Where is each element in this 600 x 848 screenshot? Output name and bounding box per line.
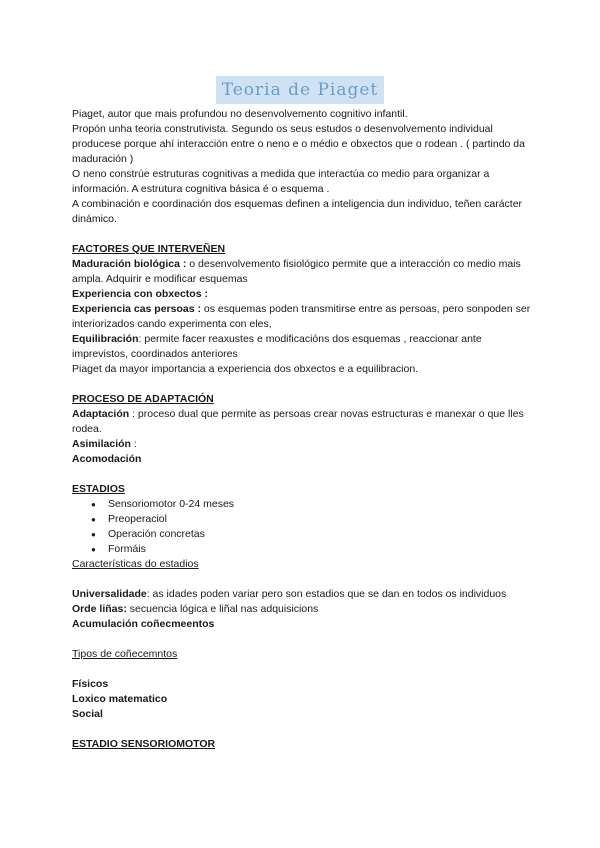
maduracion-line [72,257,532,287]
intro-paragraph-2: Propón unha teoria construtivista. Segundo os seus estudos o desenvolvemento individual producese porque ahí interacción entre o neno e o médio e obxectos que o rodean . ( partindo da maduración ) [72,123,525,165]
tipo-fisicos-label: Físicos [72,678,109,690]
tipos-subheading: Tipos de coñecemntos [72,648,178,660]
adaptacion-text: : proceso dual que permite as persoas crear novas estructuras e manexar o que lles rodea. [72,408,524,435]
orde-label: Orde liñas: [72,603,127,615]
list-item: ● Preoperaciol [108,512,532,527]
orde-line [72,602,532,617]
equilibracion-line [72,332,532,362]
adaptacion-label: Adaptación [72,408,130,420]
persoas-label: Experiencia cas persoas : [72,303,201,315]
sensoriomotor-heading: ESTADIO SENSORIOMOTOR [72,738,216,750]
tipo-social [72,707,532,722]
factores-note: Piaget da mayor importancia a experiencia dos obxectos e a equilibracion. [72,363,419,375]
asimilacion-text: : [130,438,137,450]
orde-text: secuencia lógica e liñal nas adquisicions [126,603,319,615]
asimilacion-label: Asimilación [72,438,131,450]
intro-paragraph-1: Piaget, autor que mais profundou no desenvolvemento cognitivo infantil. [72,108,408,120]
asimilacion-line [72,437,532,452]
estadios-heading: ESTADIOS [72,483,125,495]
adaptacion-line [72,407,532,437]
tipo-loxico [72,692,532,707]
universalidade-label: Universalidade [72,588,147,600]
intro-paragraph-3: O neno constrúe estruturas cognitivas a medida que interactúa co medio para organizar a información. A estrutura cognitiva básica é o esquema . [72,168,490,195]
list-item: ● Sensoriomotor 0-24 meses [108,497,532,512]
title-wrap [0,76,600,104]
persoas-text: os esquemas poden transmitirse entre as persoas, pero sonpoden ser interiorizados cando experimenta con eles, [72,303,531,330]
estadios-list [72,497,532,557]
document-title: Teoria de Piaget [216,76,385,104]
acomodacion-line [72,452,532,467]
document-body [72,107,532,752]
maduracion-label: Maduración biológica : [72,258,187,270]
obxectos-label: Experiencia con obxectos : [72,288,208,300]
equilibracion-text: : permite facer reaxustes e modificacións dos esquemas , reaccionar ante imprevistos, coordinados anteriores [72,333,482,360]
obxectos-line [72,287,532,302]
caracteristicas-subheading: Características do estadios [72,558,199,570]
universalidade-text: : as idades poden variar pero son estadios que se dan en todos os individuos [146,588,507,600]
tipo-social-label: Social [72,708,103,720]
acomodacion-label: Acomodación [72,453,142,465]
persoas-line [72,302,532,332]
intro-paragraph-4: A combinación e coordinación dos esquemas definen a inteligencia dun individuo, teñen carácter dinámico. [72,198,523,225]
proceso-heading: PROCESO DE ADAPTACIÓN [72,393,214,405]
factores-heading: FACTORES QUE INTERVEÑEN [72,243,226,255]
list-item: ● Operación concretas [108,527,532,542]
universalidade-line [72,587,532,602]
acumulacion-line [72,617,532,632]
list-item: ● Formáis [108,542,532,557]
tipo-fisicos [72,677,532,692]
tipo-loxico-label: Loxico matematico [72,693,168,705]
maduracion-text: o desenvolvemento fisiológico permite que a interacción co medio mais ampla. Adquirir e modificar esquemas [72,258,521,285]
acumulacion-label: Acumulación coñecmeentos [72,618,215,630]
equilibracion-label: Equilibración [72,333,139,345]
